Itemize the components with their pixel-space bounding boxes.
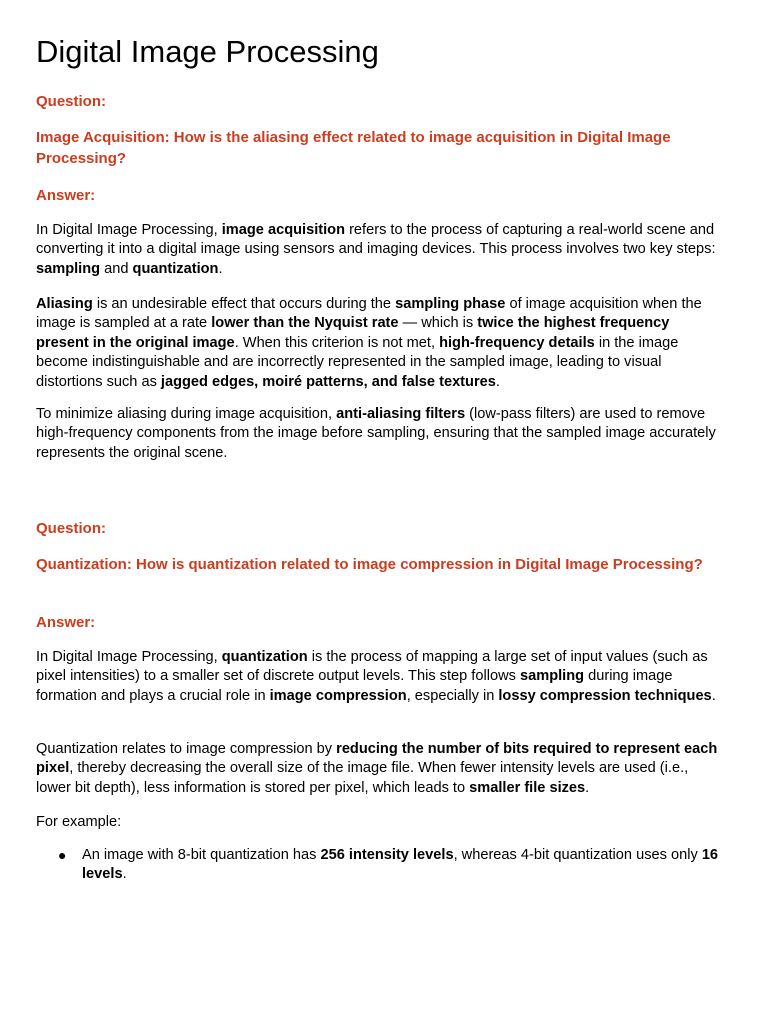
page-title: Digital Image Processing: [36, 34, 379, 69]
text-run: of image acquisition when the image is sampled at a rate: [36, 296, 702, 332]
bold-text: quantization: [132, 260, 219, 277]
bold-text: sampling phase: [395, 296, 506, 312]
text-run: is an undesirable effect that occurs during the: [92, 296, 396, 312]
text-run: and: [100, 260, 133, 277]
text-run: .: [495, 373, 500, 390]
answer-paragraph: [36, 221, 726, 279]
text-run: , whereas 4-bit quantization uses only: [453, 847, 702, 863]
answer-label: Answer:: [36, 614, 96, 631]
bullet-list: [36, 846, 726, 885]
bold-text: smaller file sizes: [469, 779, 586, 796]
text-run: refers to the process of capturing a real-world scene and converting it into a digital image using sensors and imaging devices. This process involves two key steps:: [36, 222, 716, 258]
bold-text: image acquisition: [221, 222, 346, 238]
bold-text: image compression: [269, 687, 407, 704]
bold-text: sampling: [36, 260, 101, 277]
bold-text: high-frequency details: [439, 334, 595, 351]
text-run: Quantization relates to image compression by: [36, 741, 337, 757]
bold-text: reducing the number of bits required to represent each pixel: [36, 741, 718, 777]
answer-paragraph: [36, 740, 726, 798]
answer-paragraph: [36, 648, 726, 706]
text-run: An image with 8-bit quantization has: [82, 847, 321, 863]
bullet-icon: ●: [58, 847, 67, 863]
bold-text: 256 intensity levels: [320, 847, 454, 863]
bold-text: 16 levels: [82, 847, 719, 883]
text-run: — which is: [398, 315, 478, 332]
answer-paragraph: [36, 813, 726, 832]
text-run: For example:: [36, 814, 122, 830]
bold-text: sampling: [519, 668, 585, 685]
bold-text: Aliasing: [36, 296, 93, 312]
question-text: Quantization: How is quantization related to image compression in Digital Image Processing?: [36, 556, 703, 573]
text-run: .: [218, 260, 223, 277]
answer-label: Answer:: [36, 187, 96, 204]
answer-paragraph: [36, 295, 726, 392]
text-run: .: [122, 866, 127, 883]
text-run: In Digital Image Processing,: [36, 649, 222, 665]
text-run: .: [711, 687, 716, 704]
text-run: in the image become indistinguishable and are incorrectly represented in the sampled image, leading to visual distortions such as: [36, 334, 679, 390]
text-run: during image formation and plays a crucial role in: [36, 668, 673, 704]
answer-paragraph: [36, 405, 726, 463]
text-run: . When this criterion is not met,: [234, 334, 440, 351]
text-run: To minimize aliasing during image acquisition,: [36, 406, 337, 422]
bold-text: quantization: [221, 649, 308, 665]
text-run: In Digital Image Processing,: [36, 222, 222, 238]
question-text: Image Acquisition: How is the aliasing effect related to image acquisition in Digital Image Processing?: [36, 129, 671, 167]
list-item-text: [82, 847, 718, 882]
bold-text: lower than the Nyquist rate: [211, 315, 399, 332]
question-label: Question:: [36, 93, 106, 110]
bold-text: twice the highest frequency present in the original image: [36, 315, 670, 351]
bold-text: lossy compression techniques: [498, 687, 712, 704]
text-run: is the process of mapping a large set of input values (such as pixel intensities) to a smaller set of discrete output levels. This step follows: [36, 649, 708, 685]
text-run: .: [585, 779, 590, 796]
list-item: [36, 846, 726, 885]
bold-text: anti-aliasing filters: [336, 406, 466, 422]
text-run: , especially in: [406, 687, 499, 704]
text-run: , thereby decreasing the overall size of the image file. When fewer intensity levels are used (i.e., lower bit depth), less information is stored per pixel, which leads to: [36, 760, 689, 796]
question-label: Question:: [36, 520, 106, 537]
text-run: (low-pass filters) are used to remove high-frequency components from the image before sampling, ensuring that the sampled image accurately represents the original scene.: [36, 406, 716, 461]
bold-text: jagged edges, moiré patterns, and false textures: [160, 373, 496, 390]
